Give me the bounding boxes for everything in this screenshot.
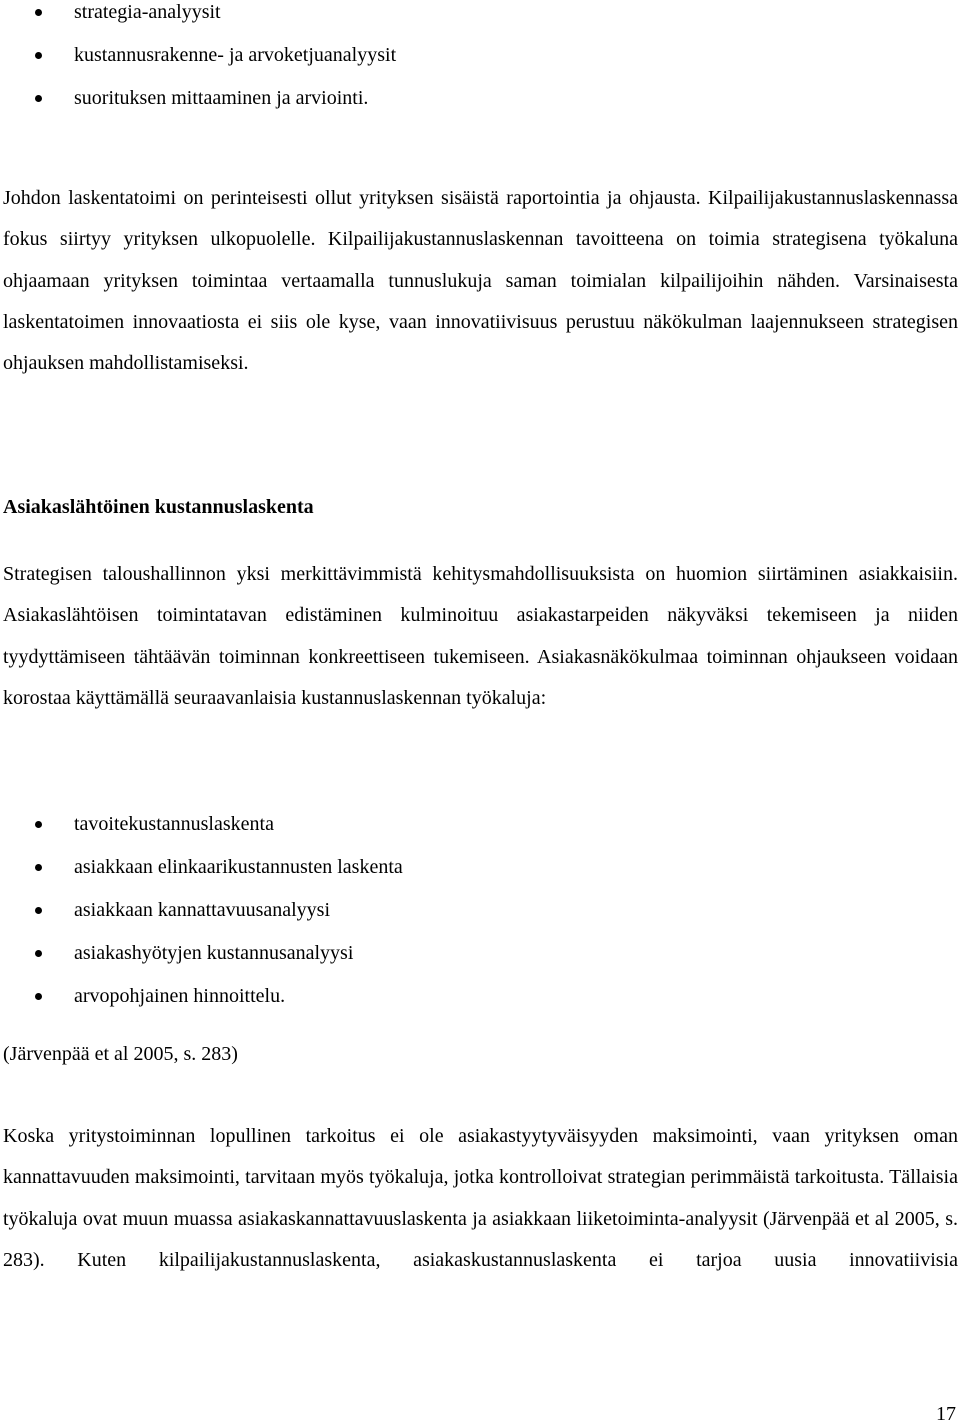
list-item-text: kustannusrakenne- ja arvoketjuanalyysit bbox=[74, 44, 397, 66]
paragraph-intro: Johdon laskentatoimi on perinteisesti ollut yrityksen sisäistä raportointia ja ohjausta. Kilpailijakustannuslaskennassa fokus siirtyy yrityksen ulkopuolelle. Kilpailijakustannuslaskennan tavoitteena on toimia strategisena työkaluna ohjaamaan yrityksen toimintaa vertaamalla tunnuslukuja saman toimialan kilpailijoihin nähden. Varsinaisesta laskentatoimen innovaatiosta ei siis ole kyse, vaan innovatiivisuus perustuu näkökulman laajennukseen strategisen ohjauksen mahdollistamiseksi. bbox=[3, 187, 958, 375]
list-item-text: asiakkaan elinkaarikustannusten laskenta bbox=[74, 856, 403, 878]
bullet-icon bbox=[35, 95, 42, 102]
list-item bbox=[0, 984, 960, 1027]
page-number: 17 bbox=[936, 1403, 956, 1425]
list-item bbox=[0, 43, 960, 86]
list-item-text: strategia-analyysit bbox=[74, 1, 221, 23]
list-item-text: suorituksen mittaaminen ja arviointi. bbox=[74, 87, 369, 109]
paragraph-customer: Strategisen taloushallinnon yksi merkittävimmistä kehitysmahdollisuuksista on huomion siirtäminen asiakkaisiin. Asiakaslähtöisen toimintatavan edistäminen kulminoituu asiakastarpeiden näkyväksi tekemiseen ja niiden tyydyttämiseen tähtäävän toiminnan konkreettiseen tukemiseen. Asiakasnäkökulmaa toiminnan ohjaukseen voidaan korostaa käyttämällä seuraavanlaisia kustannuslaskennan työkaluja: bbox=[3, 563, 958, 709]
list-item bbox=[0, 898, 960, 941]
bullet-list-tools bbox=[0, 812, 960, 1027]
bullet-icon bbox=[35, 821, 42, 828]
list-item bbox=[0, 86, 960, 129]
bullet-icon bbox=[35, 52, 42, 59]
list-item-text: arvopohjainen hinnoittelu. bbox=[74, 985, 286, 1007]
citation: (Järvenpää et al 2005, s. 283) bbox=[3, 1043, 238, 1065]
list-item bbox=[0, 855, 960, 898]
list-item-text: asiakashyötyjen kustannusanalyysi bbox=[74, 942, 354, 964]
list-item bbox=[0, 812, 960, 855]
bullet-list-top bbox=[0, 0, 960, 129]
list-item bbox=[0, 0, 960, 43]
bullet-icon bbox=[35, 864, 42, 871]
section-heading: Asiakaslähtöinen kustannuslaskenta bbox=[3, 496, 314, 518]
bullet-icon bbox=[35, 907, 42, 914]
list-item bbox=[0, 941, 960, 984]
paragraph-profitability: Koska yritystoiminnan lopullinen tarkoitus ei ole asiakastyytyväisyyden maksimointi, vaan yrityksen oman kannattavuuden maksimointi, tarvitaan myös työkaluja, jotka kontrolloivat strategian perimmäistä tarkoitusta. Tällaisia työkaluja ovat muun muassa asiakaskannattavuuslaskenta ja asiakkaan liiketoiminta-analyysit (Järvenpää et al 2005, s. 283). Kuten kilpailijakustannuslaskenta, asiakaskustannuslaskenta ei tarjoa uusia innovatiivisia bbox=[3, 1125, 958, 1271]
bullet-icon bbox=[35, 9, 42, 16]
bullet-icon bbox=[35, 950, 42, 957]
list-item-text: asiakkaan kannattavuusanalyysi bbox=[74, 899, 331, 921]
bullet-icon bbox=[35, 993, 42, 1000]
list-item-text: tavoitekustannuslaskenta bbox=[74, 813, 274, 835]
